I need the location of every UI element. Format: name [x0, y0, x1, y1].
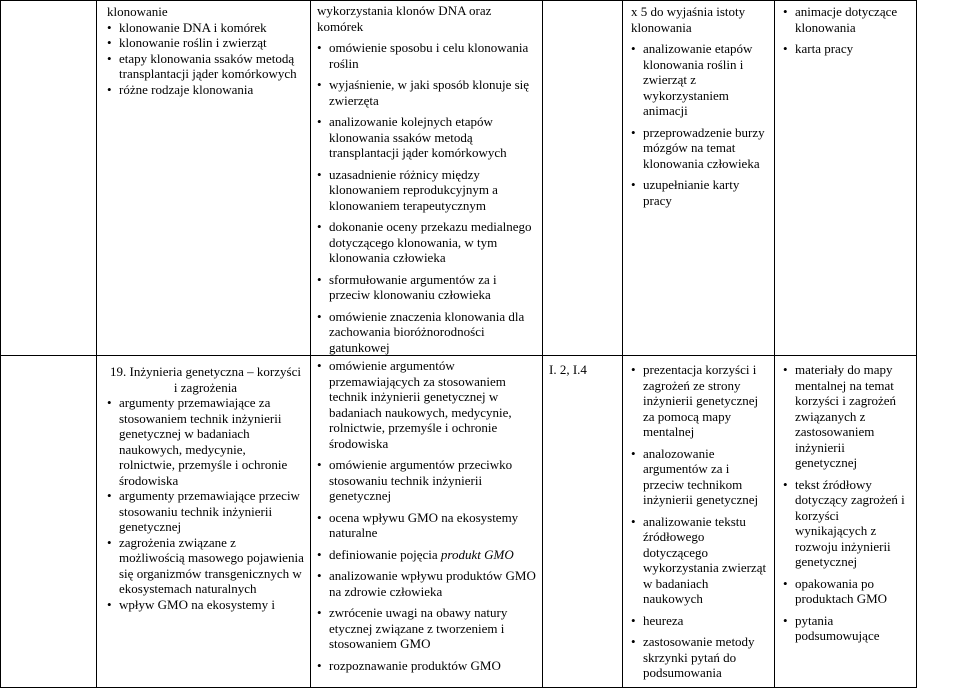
- materials-list: [783, 4, 910, 57]
- list-item: • analizowanie kolejnych etapów klonowania ssaków metodą transplantacji jąder komórkowych: [317, 114, 536, 161]
- list-item: • wpływ GMO na ekosystemy i: [107, 597, 304, 613]
- list-item: • karta pracy: [783, 41, 910, 57]
- list-item: • prezentacja korzyści i zagrożeń ze strony inżynierii genetycznej za pomocą mapy mentalnej: [631, 362, 768, 440]
- list-item: • ocena wpływu GMO na ekosystemy naturalne: [317, 510, 536, 541]
- objectives-list: [317, 358, 536, 673]
- list-item: • uzupełnianie karty pracy: [631, 177, 768, 208]
- methods-cell-genetic-engineering: [623, 356, 775, 688]
- empty-cell: [1, 1, 97, 356]
- requirements-code: I. 2, I.4: [549, 362, 587, 377]
- list-item: • zwrócenie uwagi na obawy natury etycznej związane z tworzeniem i stosowaniem GMO: [317, 605, 536, 652]
- materials-cell-cloning: [775, 1, 917, 356]
- list-item: • tekst źródłowy dotyczący zagrożeń i korzyści wynikających z rozwoju inżynierii genetycznej: [783, 477, 910, 570]
- objectives-list: [317, 40, 536, 355]
- italic-term: produkt GMO: [440, 546, 514, 562]
- materials-list: [783, 362, 910, 644]
- topic-cell-genetic-engineering: [97, 356, 311, 688]
- topic-list: [107, 20, 304, 98]
- list-item: • wyjaśnienie, w jaki sposób klonuje się zwierzęta: [317, 77, 536, 108]
- list-item: • materiały do mapy mentalnej na temat korzyści i zagrożeń związanych z zastosowaniem inżynierii genetycznej: [783, 362, 910, 471]
- objectives-cell-genetic-engineering: [311, 356, 543, 688]
- topic-list: [107, 395, 304, 612]
- list-item: • omówienie sposobu i celu klonowania roślin: [317, 40, 536, 71]
- methods-lead: x 5 do wyjaśnia istoty klonowania: [631, 4, 746, 35]
- methods-list: [631, 41, 768, 208]
- list-item: • omówienie argumentów przemawiających za stosowaniem technik inżynierii genetycznej w badaniach naukowych, medycynie, rolnictwie, przemyśle i ochronie środowiska: [317, 358, 536, 451]
- list-item: • klonowanie roślin i zwierząt: [107, 35, 304, 51]
- list-item-text: definiowanie pojęcia: [329, 546, 438, 562]
- list-item: • analizowanie etapów klonowania roślin i zwierząt z wykorzystaniem animacji: [631, 41, 768, 119]
- list-item: • omówienie znaczenia klonowania dla zachowania bioróżnorodności gatunkowej: [317, 309, 536, 356]
- list-item: • analizowanie wpływu produktów GMO na zdrowie człowieka: [317, 568, 536, 599]
- methods-list: [631, 362, 768, 681]
- list-item: • opakowania po produktach GMO: [783, 576, 910, 607]
- list-item: • omówienie argumentów przeciwko stosowaniu technik inżynierii genetycznej: [317, 457, 536, 504]
- list-item: • zastosowanie metody skrzynki pytań do podsumowania: [631, 634, 768, 681]
- requirements-cell-cloning: [543, 1, 623, 356]
- empty-cell: [1, 356, 97, 688]
- list-item: • przeprowadzenie burzy mózgów na temat klonowania człowieka: [631, 125, 768, 172]
- list-item: • animacje dotyczące klonowania: [783, 4, 910, 35]
- list-item: • klonowanie DNA i komórek: [107, 20, 304, 36]
- objectives-lead: wykorzystania klonów DNA oraz komórek: [317, 3, 492, 34]
- list-item: • argumenty przemawiające za stosowaniem technik inżynierii genetycznej w badaniach naukowych, medycynie, rolnictwie, przemyśle i ochronie środowiska: [107, 395, 304, 488]
- list-item: • etapy klonowania ssaków metodą transplantacji jąder komórkowych: [107, 51, 304, 82]
- list-item: • pytania podsumowujące: [783, 613, 910, 644]
- list-item: • uzasadnienie różnicy między klonowaniem reprodukcyjnym a klonowaniem terapeutycznym: [317, 167, 536, 214]
- list-item: • heureza: [631, 613, 768, 629]
- topic-heading: klonowanie: [107, 4, 168, 19]
- list-item: • argumenty przemawiające przeciw stosowaniu technik inżynierii genetycznej: [107, 488, 304, 535]
- list-item: • analozowanie argumentów za i przeciw technikom inżynierii genetycznej: [631, 446, 768, 508]
- list-item: • różne rodzaje klonowania: [107, 82, 304, 98]
- list-item: [317, 547, 536, 563]
- topic-title: 19. Inżynieria genetyczna – korzyści i zagrożenia: [110, 364, 301, 395]
- list-item: • analizowanie tekstu źródłowego dotyczącego wykorzystania zwierząt w badaniach naukowych: [631, 514, 768, 607]
- list-item: • sformułowanie argumentów za i przeciw klonowaniu człowieka: [317, 272, 536, 303]
- topic-cell-cloning: [97, 1, 311, 356]
- materials-cell-genetic-engineering: [775, 356, 917, 688]
- list-item: • rozpoznawanie produktów GMO: [317, 658, 536, 674]
- objectives-cell-cloning: [311, 1, 543, 356]
- requirements-cell-genetic-engineering: [543, 356, 623, 688]
- list-item: • zagrożenia związane z możliwością masowego pojawienia się organizmów transgenicznych w ekosystemach naturalnych: [107, 535, 304, 597]
- list-item: • dokonanie oceny przekazu medialnego dotyczącego klonowania, w tym klonowania człowieka: [317, 219, 536, 266]
- methods-cell-cloning: [623, 1, 775, 356]
